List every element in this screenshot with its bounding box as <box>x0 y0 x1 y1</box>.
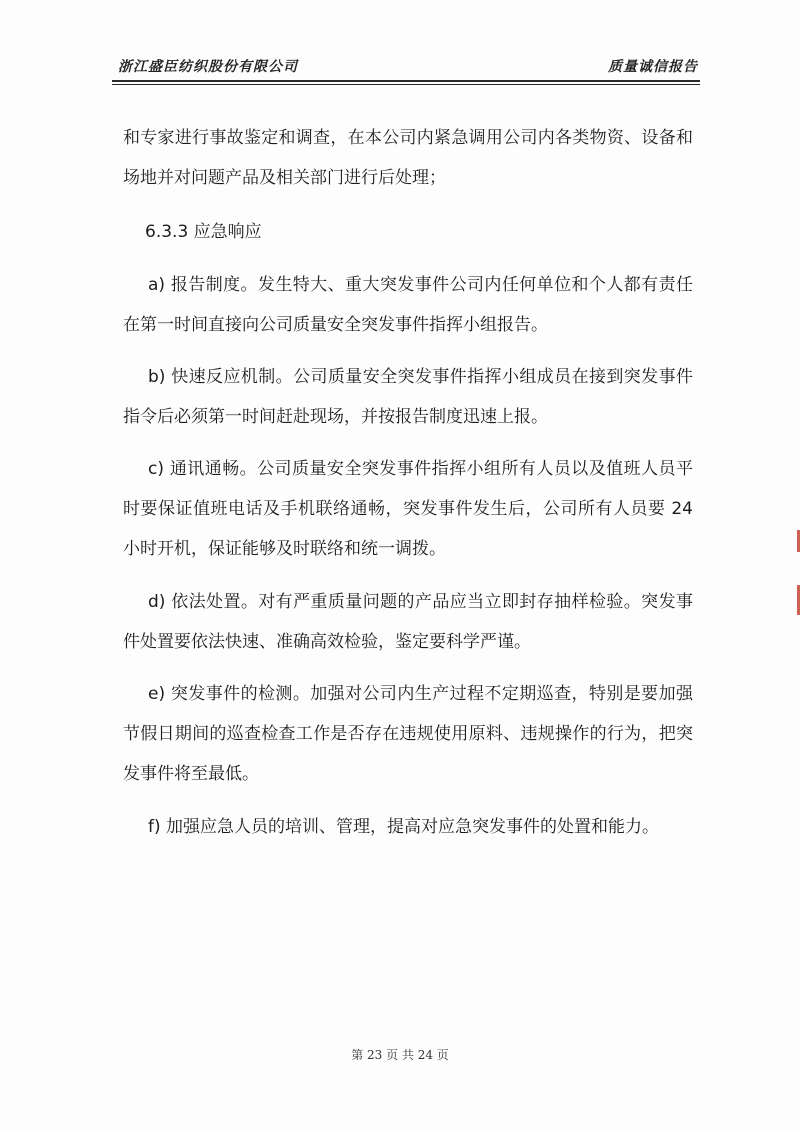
header-rule-secondary <box>112 84 700 85</box>
section-heading: 6.3.3 应急响应 <box>145 222 262 242</box>
list-item-a: a) 报告制度。发生特大、重大突发事件公司内任何单位和个人都有责任在第一时间直接向公司质量安全突发事件指挥小组报告。 <box>123 275 693 335</box>
list-item-e: e) 突发事件的检测。加强对公司内生产过程不定期巡查，特别是要加强节假日期间的巡查检查工作是否存在违规使用原料、违规操作的行为，把突发事件将至最低。 <box>123 684 693 784</box>
company-name: 浙江盛臣纺织股份有限公司 <box>118 59 298 75</box>
continuation-paragraph: 和专家进行事故鉴定和调查，在本公司内紧急调用公司内各类物资、设备和场地并对问题产品及相关部门进行后处理； <box>123 128 693 188</box>
list-item-c: c) 通讯通畅。公司质量安全突发事件指挥小组所有人员以及值班人员平时要保证值班电话及手机联络通畅，突发事件发生后，公司所有人员要 24 小时开机，保证能够及时联络和统一调拨。 <box>123 459 693 559</box>
list-item-d: d) 依法处置。对有严重质量问题的产品应当立即封存抽样检验。突发事件处置要依法快速、准确高效检验，鉴定要科学严谨。 <box>123 592 693 652</box>
header-rule <box>112 80 700 82</box>
list-item-f: f) 加强应急人员的培训、管理，提高对应急突发事件的处置和能力。 <box>148 817 660 837</box>
report-title: 质量诚信报告 <box>608 59 698 75</box>
list-item-b: b) 快速反应机制。公司质量安全突发事件指挥小组成员在接到突发事件指令后必须第一时间赶赴现场，并按报告制度迅速上报。 <box>123 367 693 427</box>
page-footer: 第 23 页 共 24 页 <box>351 1048 449 1062</box>
page-header <box>112 52 700 80</box>
